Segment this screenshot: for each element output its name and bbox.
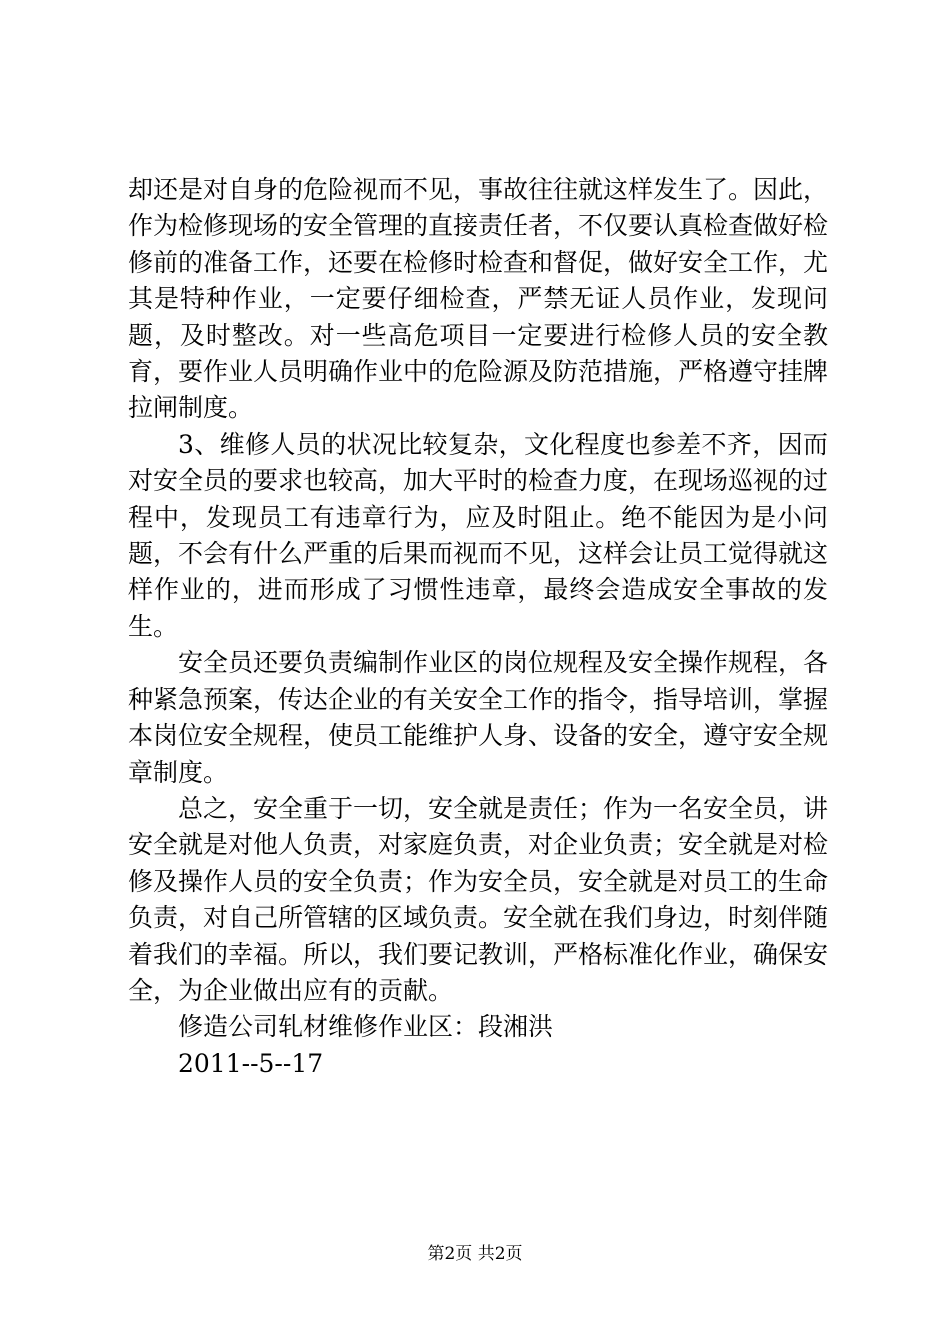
paragraph-safety-officer-duties: 安全员还要负责编制作业区的岗位规程及安全操作规程，各种紧急预案，传达企业的有关安全工作的指令，指导培训，掌握本岗位安全规程，使员工能维护人身、设备的安全，遵守安全规章制度。 [128,648,829,787]
document-body [128,172,828,1082]
page-number-footer: 第2页 共2页 [427,1244,523,1264]
paragraph-continuation: 却还是对自身的危险视而不见，事故往往就这样发生了。因此，作为检修现场的安全管理的直接责任者，不仅要认真检查做好检修前的准备工作，还要在检修时检查和督促，做好安全工作，尤其是特种作业，一定要仔细检查，严禁无证人员作业，发现问题，及时整改。对一些高危项目一定要进行检修人员的安全教育，要作业人员明确作业中的危险源及防范措施，严格遵守挂牌拉闸制度。 [128,175,829,423]
paragraph-point-3: 3、维修人员的状况比较复杂，文化程度也参差不齐，因而对安全员的要求也较高，加大平时的检查力度，在现场巡视的过程中，发现员工有违章行为，应及时阻止。绝不能因为是小问题，不会有什么严重的后果而视而不见，这样会让员工觉得就这样作业的，进而形成了习惯性违章，最终会造成安全事故的发生。 [128,429,829,641]
date-line: 2011--5--17 [178,1048,324,1078]
signature-line: 修造公司轧材维修作业区：段湘洪 [178,1012,554,1042]
paragraph-conclusion: 总之，安全重于一切，安全就是责任；作为一名安全员，讲安全就是对他人负责，对家庭负责，对企业负责；安全就是对检修及操作人员的安全负责；作为安全员，安全就是对员工的生命负责，对自己所管辖的区域负责。安全就在我们身边，时刻伴随着我们的幸福。所以，我们要记教训，严格标准化作业，确保安全，为企业做出应有的贡献。 [128,793,829,1005]
